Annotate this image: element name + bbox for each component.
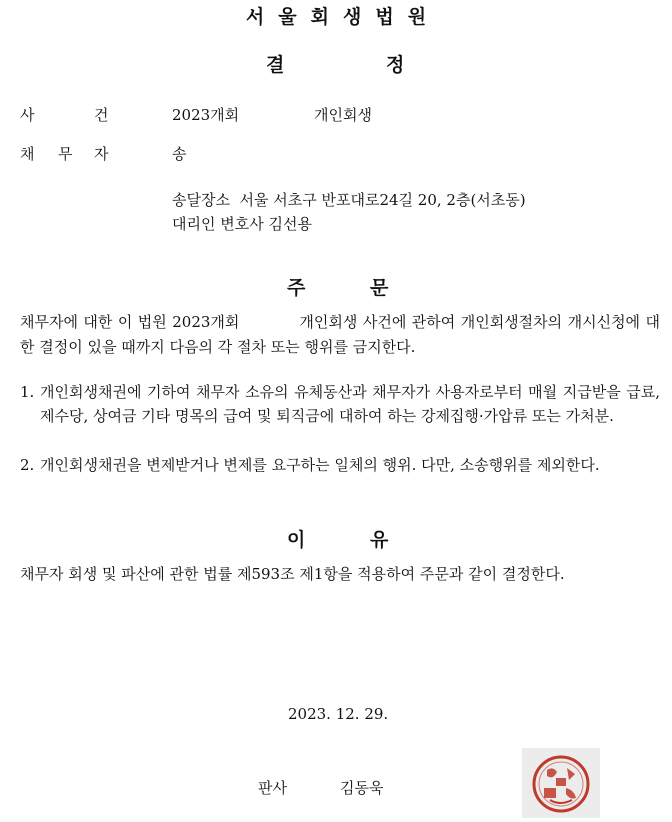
case-label-char-2: 건 [94, 106, 109, 124]
judge-seal-icon [522, 748, 600, 818]
list-item [20, 453, 660, 477]
case-label-char-1: 사 [20, 106, 35, 124]
debtor-label-char-3: 자 [94, 145, 109, 163]
debtor-name: 송 [172, 145, 187, 163]
doc-type-char-1: 결 [266, 54, 285, 76]
debtor-label-char-2: 무 [58, 145, 73, 163]
list-item-number: 2. [20, 456, 35, 474]
order-heading-char-2: 문 [370, 277, 389, 299]
order-text: 채무자에 대한 이 법원 2023개회 개인회생 사건에 관하여 개인회생절차의 개시신청에 대한 결정이 있을 때까지 다음의 각 절차 또는 행위를 금지한다. [20, 313, 660, 356]
order-heading-char-1: 주 [287, 277, 306, 299]
debtor-agent: 대리인 변호사 김선용 [172, 215, 312, 233]
court-name: 서 울 회 생 법 원 [245, 6, 427, 28]
list-item-text: 개인회생채권을 변제받거나 변제를 요구하는 일체의 행위. 다만, 소송행위를 제외한다. [40, 456, 600, 474]
judge-name: 김동욱 [340, 779, 384, 797]
judge-label: 판사 [258, 779, 287, 797]
decision-date: 2023. 12. 29. [288, 705, 389, 723]
list-item-number: 1. [20, 383, 35, 401]
list-item-text: 개인회생채권에 기하여 채무자 소유의 유체동산과 채무자가 사용자로부터 매월 지급받을 급료, 제수당, 상여금 기타 명목의 급여 및 퇴직금에 대하여 하는 강제집행·가압류 또는 가처분. [40, 383, 660, 425]
reason-heading-char-1: 이 [287, 529, 306, 551]
case-number: 2023개회 [172, 106, 240, 124]
list-item [20, 380, 660, 428]
debtor-label-char-1: 채 [20, 145, 35, 163]
reason-heading-char-2: 유 [370, 529, 389, 551]
case-name: 개인회생 [314, 106, 372, 124]
debtor-address: 송달장소 서울 서초구 반포대로24길 20, 2층(서초동) [172, 191, 526, 209]
reason-text: 채무자 회생 및 파산에 관한 법률 제593조 제1항을 적용하여 주문과 같이 결정한다. [20, 565, 565, 583]
doc-type-char-2: 정 [386, 54, 405, 76]
